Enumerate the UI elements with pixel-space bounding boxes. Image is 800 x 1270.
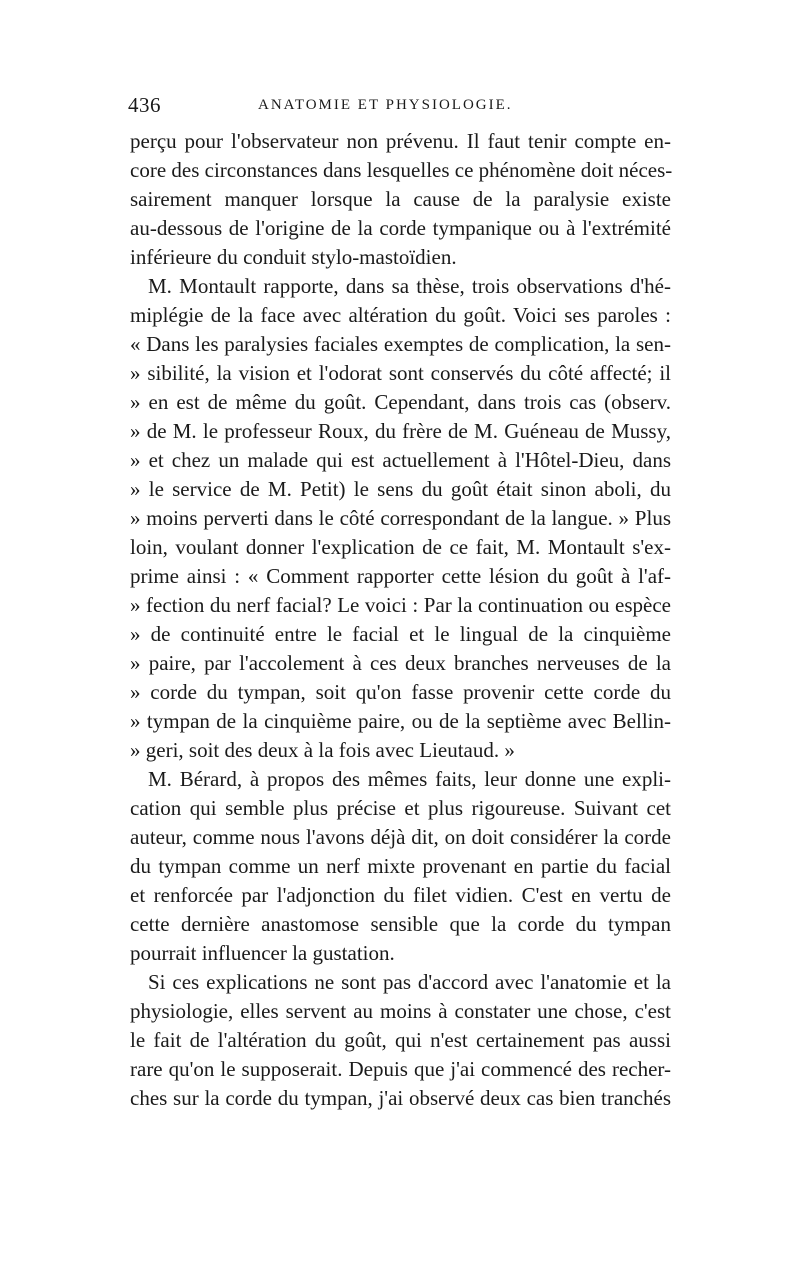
- text-line: prime ainsi : « Comment rapporter cette lésion du goût à l'af-: [130, 564, 671, 588]
- quote-line: » tympan de la cinquième paire, ou de la septième avec Bellin-: [130, 709, 671, 733]
- text-line: core des circonstances dans lesquelles ce phénomène doit néces-: [130, 158, 673, 182]
- text-line: rare qu'on le supposerait. Depuis que j'ai commencé des recher-: [130, 1057, 671, 1081]
- text-line: pourrait influencer la gustation.: [130, 941, 395, 965]
- text-line: cette dernière anastomose sensible que la corde du tympan: [130, 912, 671, 936]
- quote-line: » sibilité, la vision et l'odorat sont conservés du côté affecté; il: [130, 361, 671, 385]
- text-line: miplégie de la face avec altération du goût. Voici ses paroles :: [130, 303, 671, 327]
- page-header: [128, 93, 673, 121]
- page-number: 436: [128, 93, 161, 117]
- text-line: et renforcée par l'adjonction du filet vidien. C'est en vertu de: [130, 883, 671, 907]
- running-title: ANATOMIE ET PHYSIOLOGIE.: [258, 97, 513, 113]
- text-line: au-dessous de l'origine de la corde tympanique ou à l'extrémité: [130, 216, 671, 240]
- text-line: auteur, comme nous l'avons déjà dit, on doit considérer la corde: [130, 825, 671, 849]
- text-line: inférieure du conduit stylo-mastoïdien.: [130, 245, 457, 269]
- text-line: perçu pour l'observateur non prévenu. Il faut tenir compte en-: [130, 129, 671, 153]
- text-line: loin, voulant donner l'explication de ce fait, M. Montault s'ex-: [130, 535, 671, 559]
- quote-line: » fection du nerf facial? Le voici : Par la continuation ou espèce: [130, 593, 671, 617]
- quote-line: » en est de même du goût. Cependant, dans trois cas (observ.: [130, 390, 671, 414]
- paragraph-start-line: M. Bérard, à propos des mêmes faits, leur donne une expli-: [148, 767, 671, 791]
- text-line: sairement manquer lorsque la cause de la paralysie existe: [130, 187, 671, 211]
- paragraph-start-line: M. Montault rapporte, dans sa thèse, trois observations d'hé-: [148, 274, 671, 298]
- quote-line: » geri, soit des deux à la fois avec Lieutaud. »: [130, 738, 515, 762]
- quote-line: » de continuité entre le facial et le lingual de la cinquième: [130, 622, 671, 646]
- text-line: physiologie, elles servent au moins à constater une chose, c'est: [130, 999, 671, 1023]
- quote-line: « Dans les paralysies faciales exemptes de complication, la sen-: [130, 332, 671, 356]
- quote-line: » paire, par l'accolement à ces deux branches nerveuses de la: [130, 651, 671, 675]
- paragraph-start-line: Si ces explications ne sont pas d'accord avec l'anatomie et la: [148, 970, 671, 994]
- quote-line: » et chez un malade qui est actuellement à l'Hôtel-Dieu, dans: [130, 448, 671, 472]
- quote-line: » corde du tympan, soit qu'on fasse provenir cette corde du: [130, 680, 671, 704]
- text-line: du tympan comme un nerf mixte provenant en partie du facial: [130, 854, 671, 878]
- quote-line: » moins perverti dans le côté correspondant de la langue. » Plus: [130, 506, 671, 530]
- text-line: ches sur la corde du tympan, j'ai observé deux cas bien tranchés: [130, 1086, 671, 1110]
- quote-line: » le service de M. Petit) le sens du goût était sinon aboli, du: [130, 477, 671, 501]
- text-line: cation qui semble plus précise et plus rigoureuse. Suivant cet: [130, 796, 671, 820]
- quote-line: » de M. le professeur Roux, du frère de M. Guéneau de Mussy,: [130, 419, 671, 443]
- text-line: le fait de l'altération du goût, qui n'est certainement pas aussi: [130, 1028, 671, 1052]
